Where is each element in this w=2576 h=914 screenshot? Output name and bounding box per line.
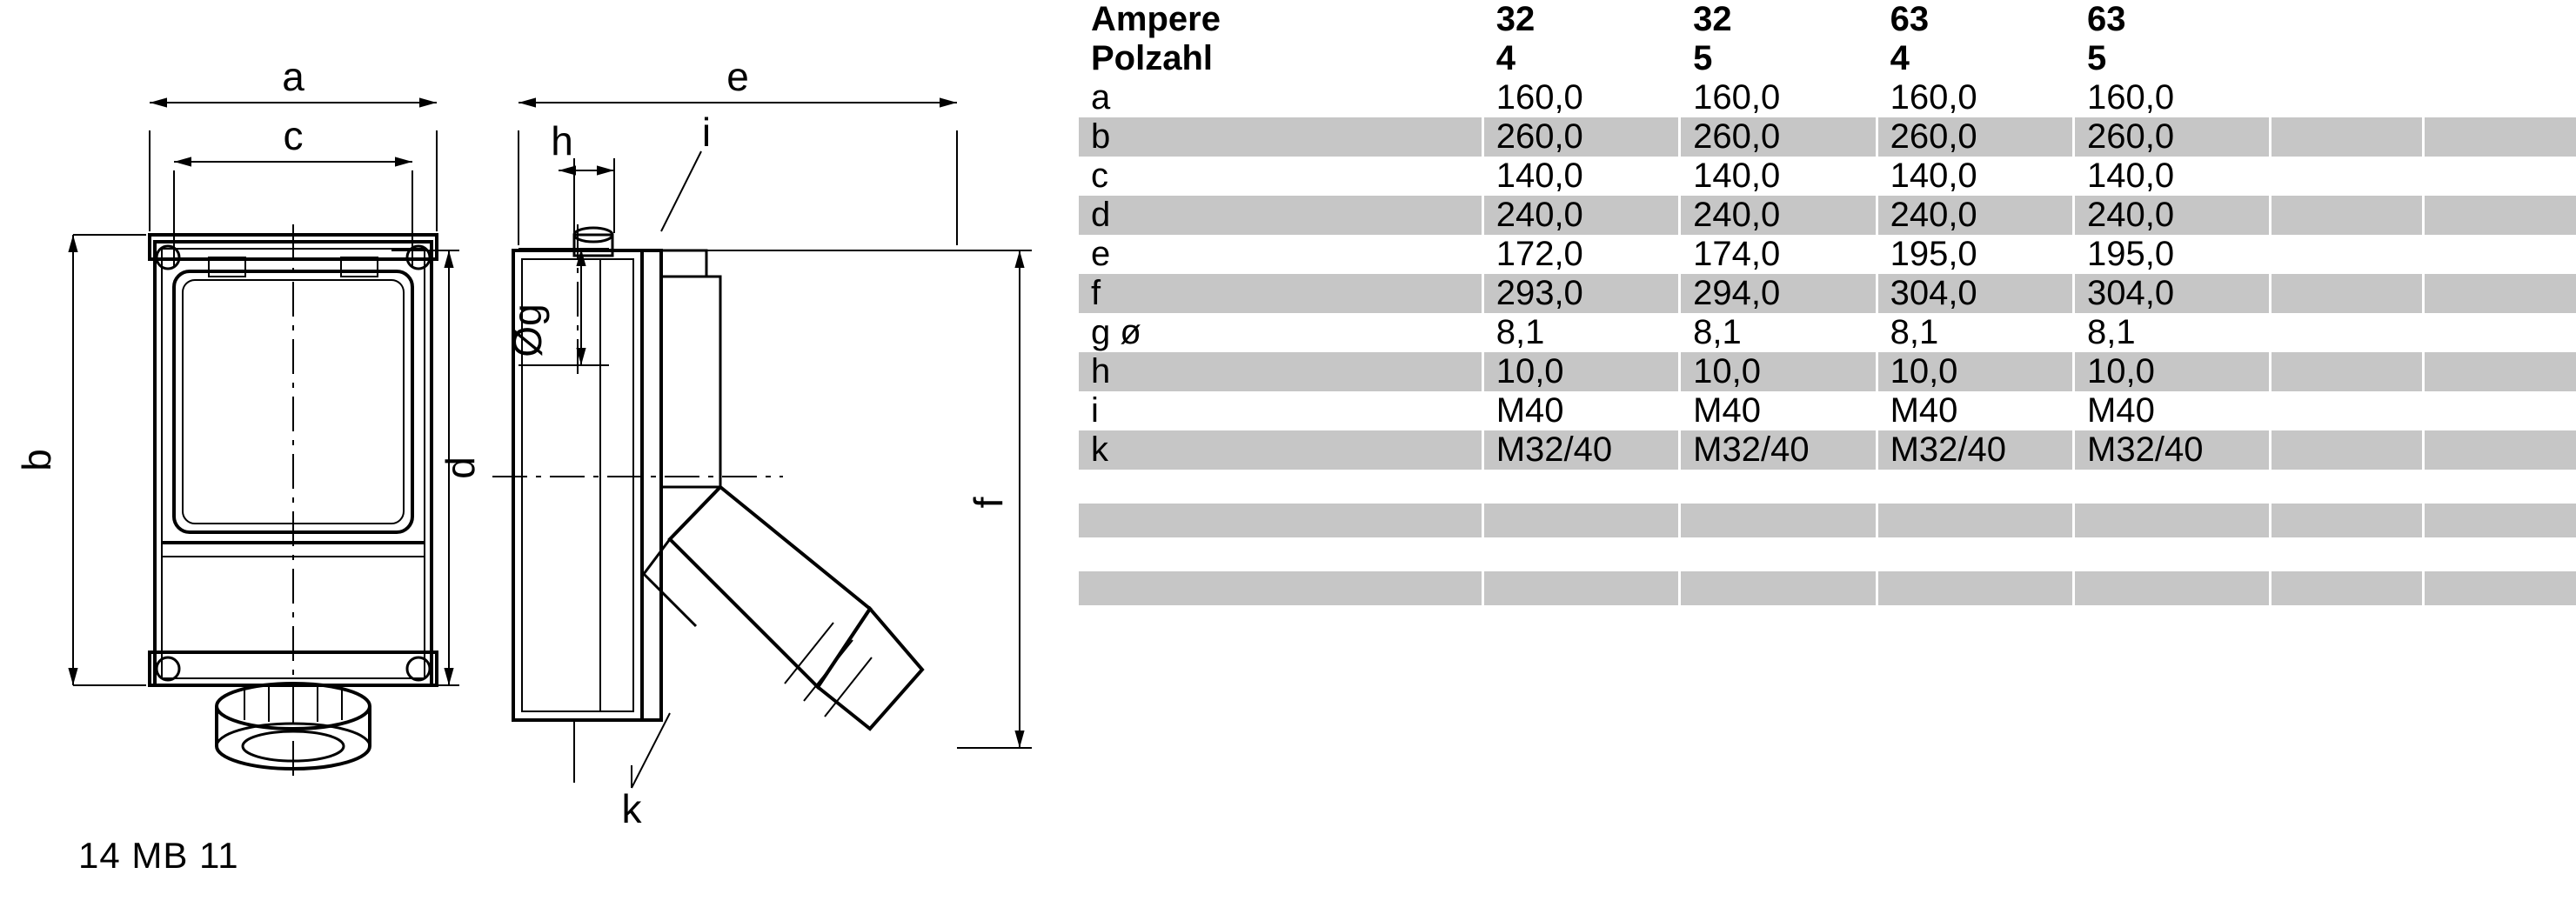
drawing-svg [0,0,1079,914]
header-polzahl-col4: 5 [2074,39,2271,78]
row-cell [1482,504,1679,537]
row-cell [2271,352,2423,391]
table-row [1079,571,2576,605]
row-cell: 140,0 [1680,157,1877,196]
table-row [1079,430,2576,470]
row-cell: 140,0 [1877,157,2073,196]
row-cell: 8,1 [1482,313,1679,352]
row-cell: 293,0 [1482,274,1679,313]
row-label: c [1079,157,1482,196]
table-row [1079,537,2576,571]
row-cell: 304,0 [1877,274,2073,313]
header-polzahl-col6 [2423,39,2576,78]
row-cell [1680,504,1877,537]
row-cell: 240,0 [2074,196,2271,235]
row-cell: 260,0 [1680,117,1877,157]
row-cell: M40 [1877,391,2073,430]
row-cell [2423,78,2576,117]
dimension-label-a: a [282,54,304,99]
row-cell [2271,274,2423,313]
row-cell [1877,537,2073,571]
table-row [1079,274,2576,313]
dimension-label-c: c [283,113,304,158]
row-cell [2074,470,2271,504]
dimension-label-b: b [14,449,59,471]
header-label-ampere: Ampere [1079,0,1482,39]
dimension-label-i: i [701,110,712,155]
row-label: h [1079,352,1482,391]
row-cell [2271,78,2423,117]
row-cell: 10,0 [1482,352,1679,391]
table-row [1079,235,2576,274]
header-ampere-col4: 63 [2074,0,2271,39]
row-cell: 8,1 [1877,313,2073,352]
row-cell [1877,504,2073,537]
row-cell: 8,1 [2074,313,2271,352]
table-row [1079,117,2576,157]
row-cell: M32/40 [1877,430,2073,470]
spec-table [1079,0,2576,605]
row-cell: 260,0 [1482,117,1679,157]
row-cell [2271,391,2423,430]
row-cell: 260,0 [1877,117,2073,157]
row-cell: M32/40 [1482,430,1679,470]
table-row [1079,196,2576,235]
row-cell: M32/40 [1680,430,1877,470]
row-cell: M32/40 [2074,430,2271,470]
row-cell [2423,352,2576,391]
row-label [1079,470,1482,504]
header-polzahl-col1: 4 [1482,39,1679,78]
row-label: f [1079,274,1482,313]
header-polzahl-col3: 4 [1877,39,2073,78]
dimension-label-h: h [551,118,573,163]
row-cell [2423,157,2576,196]
table-row [1079,504,2576,537]
row-cell: 240,0 [1877,196,2073,235]
spec-table-container [1079,0,2576,914]
row-cell [2271,157,2423,196]
row-cell: 160,0 [1680,78,1877,117]
table-row [1079,352,2576,391]
row-cell: 10,0 [1877,352,2073,391]
header-ampere-col5 [2271,0,2423,39]
row-cell [2271,313,2423,352]
row-cell [2271,196,2423,235]
row-label: d [1079,196,1482,235]
table-row [1079,78,2576,117]
row-cell: 172,0 [1482,235,1679,274]
row-cell [1482,571,1679,605]
row-label [1079,537,1482,571]
row-cell [2271,470,2423,504]
row-label: e [1079,235,1482,274]
dimension-label-f: f [966,497,1011,509]
row-cell: 294,0 [1680,274,1877,313]
row-cell [2423,470,2576,504]
row-cell [1482,470,1679,504]
row-cell [2423,571,2576,605]
row-cell: M40 [1482,391,1679,430]
header-ampere-col1: 32 [1482,0,1679,39]
header-polzahl-col5 [2271,39,2423,78]
row-cell [2074,571,2271,605]
row-label [1079,571,1482,605]
row-cell: 10,0 [2074,352,2271,391]
header-ampere-col3: 63 [1877,0,2073,39]
row-cell [2423,235,2576,274]
row-cell [2423,537,2576,571]
row-cell [2271,235,2423,274]
dimension-label-k: k [621,786,642,831]
technical-drawing [0,0,1079,914]
row-cell: 160,0 [1482,78,1679,117]
row-cell [2271,537,2423,571]
row-cell [1482,537,1679,571]
row-cell [1877,470,2073,504]
row-cell [1680,470,1877,504]
header-ampere-col2: 32 [1680,0,1877,39]
table-row [1079,391,2576,430]
table-row [1079,157,2576,196]
row-cell: 140,0 [1482,157,1679,196]
row-cell [1680,571,1877,605]
row-cell [2423,504,2576,537]
header-polzahl-col2: 5 [1680,39,1877,78]
row-cell [2271,571,2423,605]
row-cell [2423,274,2576,313]
table-row [1079,313,2576,352]
row-cell: 240,0 [1482,196,1679,235]
part-number: 14 MB 11 [78,835,239,876]
table-header-row-ampere [1079,0,2576,39]
row-cell: 8,1 [1680,313,1877,352]
row-cell: 10,0 [1680,352,1877,391]
row-cell [2423,391,2576,430]
row-cell [1877,571,2073,605]
row-cell: 140,0 [2074,157,2271,196]
row-cell: 195,0 [2074,235,2271,274]
dimension-label-g: Øg [505,304,550,357]
row-label: b [1079,117,1482,157]
row-cell: M40 [1680,391,1877,430]
row-cell: 260,0 [2074,117,2271,157]
row-cell [2271,430,2423,470]
row-cell: 195,0 [1877,235,2073,274]
row-cell [2423,196,2576,235]
dimension-label-e: e [726,54,749,99]
row-label [1079,504,1482,537]
row-cell [2074,537,2271,571]
row-cell: 160,0 [1877,78,2073,117]
table-header-row-polzahl [1079,39,2576,78]
row-label: a [1079,78,1482,117]
row-cell [2423,430,2576,470]
header-label-polzahl: Polzahl [1079,39,1482,78]
row-label: i [1079,391,1482,430]
row-cell [2423,117,2576,157]
row-cell [2271,117,2423,157]
row-cell: 240,0 [1680,196,1877,235]
row-cell: 174,0 [1680,235,1877,274]
row-cell: 160,0 [2074,78,2271,117]
row-cell [2074,504,2271,537]
table-row [1079,470,2576,504]
row-cell: 304,0 [2074,274,2271,313]
dimension-label-d: d [438,457,483,479]
row-label: k [1079,430,1482,470]
row-cell [1680,537,1877,571]
row-cell [2423,313,2576,352]
row-label: g ø [1079,313,1482,352]
row-cell [2271,504,2423,537]
row-cell: M40 [2074,391,2271,430]
header-ampere-col6 [2423,0,2576,39]
